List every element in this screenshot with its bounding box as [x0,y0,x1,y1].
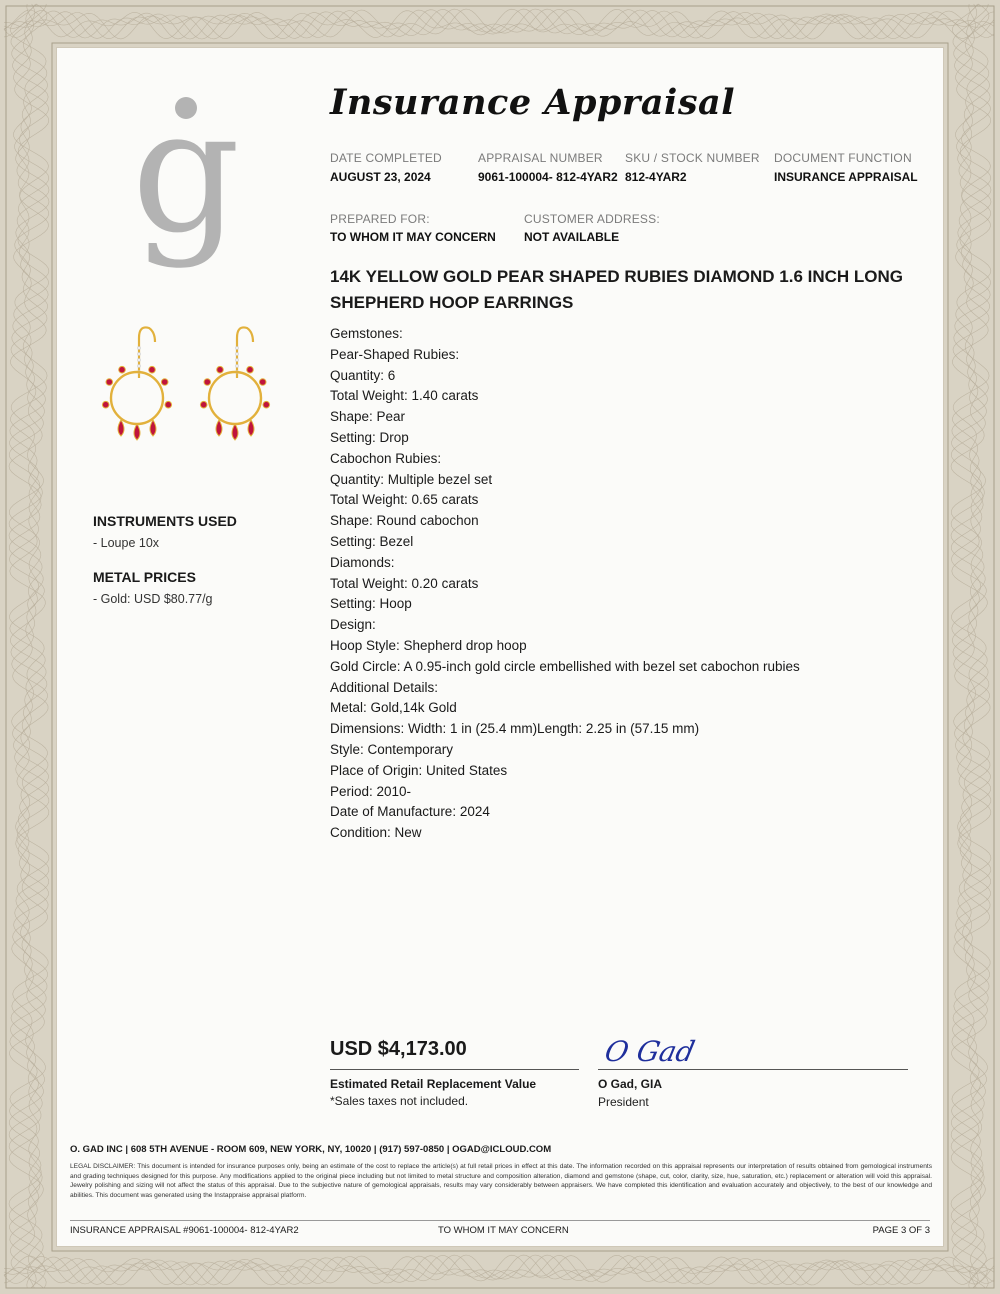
gold-hoop [209,372,261,424]
footer-rule [70,1220,930,1221]
signature-text: O Gad [601,1035,698,1068]
detail-line: Diamonds: [330,554,395,570]
cabochon-ruby [149,366,156,373]
diamond [137,352,140,355]
sku-label: SKU / STOCK NUMBER [625,151,760,165]
customer-address-label: CUSTOMER ADDRESS: [524,212,660,226]
guilloche-wave [9,4,49,1288]
cabochon-ruby [165,401,172,408]
detail-line: Setting: Drop [330,429,409,445]
date-completed-value: AUGUST 23, 2024 [330,170,431,184]
diamond [137,346,140,349]
gold-hoop [111,372,163,424]
signer-name: O Gad, GIA [598,1077,663,1091]
pear-ruby [232,424,238,440]
company-logo [128,90,248,275]
instruments-heading: INSTRUMENTS USED [93,513,237,529]
guilloche-wave [951,4,991,1288]
detail-line: Setting: Bezel [330,533,414,549]
metal-prices-value: - Gold: USD $80.77/g [93,592,213,606]
detail-line: Total Weight: 0.65 carats [330,492,479,508]
pear-ruby [150,420,156,436]
detail-line: Quantity: 6 [330,367,396,383]
guilloche-wave [4,9,994,39]
detail-line: Total Weight: 0.20 carats [330,575,479,591]
detail-line: Additional Details: [330,679,439,695]
appraisal-number-label: APPRAISAL NUMBER [478,151,603,165]
bottom-appraisal-ref: INSURANCE APPRAISAL #9061-100004- 812-4YAR2 [70,1225,299,1236]
price-note: *Sales taxes not included. [330,1094,469,1108]
detail-line: Total Weight: 1.40 carats [330,388,479,404]
guilloche-wave [4,1255,994,1285]
guilloche-wave [951,4,991,1288]
detail-line: Gold Circle: A 0.95-inch gold circle embellished with bezel set cabochon rubies [330,658,800,674]
guilloche-wave [9,4,49,1288]
cabochon-ruby [102,401,109,408]
appraisal-number-value: 9061-100004- 812-4YAR2 [478,170,618,184]
diamond [235,352,238,355]
document-function-value: INSURANCE APPRAISAL [774,170,918,184]
logo-letter: g [131,90,241,271]
signature-rule [598,1069,908,1070]
guilloche-wave [4,1255,994,1285]
price-label: Estimated Retail Replacement Value [330,1077,537,1091]
price-rule [330,1069,579,1070]
guilloche-wave [951,4,991,1288]
detail-line: Dimensions: Width: 1 in (25.4 mm)Length: 2.25 in (57.15 mm) [330,721,700,737]
detail-line: Shape: Round cabochon [330,513,479,529]
guilloche-wave [4,1255,994,1285]
guilloche-wave [9,4,49,1288]
cabochon-ruby [247,366,254,373]
cabochon-ruby [106,379,113,386]
appraised-value: USD $4,173.00 [330,1038,467,1060]
detail-line: Condition: New [330,825,422,841]
bottom-page-number: PAGE 3 OF 3 [872,1225,930,1236]
date-completed-label: DATE COMPLETED [330,151,442,165]
document-function-label: DOCUMENT FUNCTION [774,151,912,165]
detail-line: Gemstones: [330,326,403,341]
sku-value: 812-4YAR2 [625,170,687,184]
guilloche-wave [951,4,991,1288]
guilloche-wave [4,9,994,39]
detail-line: Place of Origin: United States [330,762,508,778]
signer-role: President [598,1095,649,1109]
item-details-list [330,324,800,844]
document-title: Insurance Appraisal [330,82,735,123]
cabochon-ruby [200,401,207,408]
bottom-recipient: TO WHOM IT MAY CONCERN [438,1225,569,1236]
diamond [235,346,238,349]
diamond [235,358,238,361]
prepared-for-value: TO WHOM IT MAY CONCERN [330,230,496,244]
guilloche-wave [4,9,994,39]
cabochon-ruby [217,366,224,373]
cabochon-ruby [259,379,266,386]
guilloche-wave [951,4,991,1288]
pear-ruby [134,424,140,440]
detail-line: Setting: Hoop [330,596,412,612]
detail-line: Style: Contemporary [330,741,454,757]
cabochon-ruby [204,379,211,386]
instruments-value: - Loupe 10x [93,536,160,550]
guilloche-wave [9,4,49,1288]
guilloche-wave [9,4,49,1288]
detail-line: Metal: Gold,14k Gold [330,700,457,716]
pear-ruby [118,420,124,436]
detail-line: Cabochon Rubies: [330,450,442,466]
detail-line: Period: 2010- [330,783,412,799]
earrings-image [95,318,280,463]
right-earring [200,327,269,440]
legal-disclaimer: LEGAL DISCLAIMER: This document is intended for insurance purposes only, being an estimate of the cost to replace the article(s) at full retail prices in effect at this date. The information recorded on this appraisal represents our interpretation of results obtained from gemological instruments and grading techniques designed for this purpose. Any modifications applied to the original piece including but not limited to metal structure and composition alteration, diamond and gemstone (shape, cut, color, clarity, size, hue, saturation, etc.) replacement or alteration will void this appraisal. Jewelry polishing and sizing will not affect the status of this appraisal. Due to the subjective nature of gemological appraisals, results may vary considerably between appraisers. We have completed this identification and evaluation accurately and objectively, to the best of our knowledge and abilities. This document was generated using the Instappraise appraisal platform. [70,1163,932,1199]
guilloche-wave [4,1255,994,1285]
guilloche-wave [4,1255,994,1285]
guilloche-wave [4,9,994,39]
guilloche-wave [951,4,991,1288]
detail-line: Pear-Shaped Rubies: [330,346,460,362]
detail-line: Shape: Pear [330,409,406,425]
guilloche-wave [4,1255,994,1285]
guilloche-wave [4,9,994,39]
metal-prices-heading: METAL PRICES [93,569,196,585]
detail-line: Date of Manufacture: 2024 [330,804,490,820]
detail-line: Design: [330,617,376,633]
guilloche-wave [9,4,49,1288]
cabochon-ruby [263,401,270,408]
cabochon-ruby [119,366,126,373]
item-title: 14K YELLOW GOLD PEAR SHAPED RUBIES DIAMOND 1.6 INCH LONG SHEPHERD HOOP EARRINGS [330,267,904,312]
cabochon-ruby [161,379,168,386]
company-contact: O. GAD INC | 608 5TH AVENUE - ROOM 609, NEW YORK, NY, 10020 | (917) 597-0850 | OGAD@ICLOUD.COM [70,1144,552,1155]
left-earring [102,327,171,440]
pear-ruby [248,420,254,436]
prepared-for-label: PREPARED FOR: [330,212,430,226]
detail-line: Quantity: Multiple bezel set [330,471,493,487]
detail-line: Hoop Style: Shepherd drop hoop [330,637,527,653]
diamond [137,358,140,361]
guilloche-wave [4,9,994,39]
signature [600,1030,720,1070]
pear-ruby [216,420,222,436]
diamond [235,364,238,367]
diamond [137,364,140,367]
customer-address-value: NOT AVAILABLE [524,230,620,244]
